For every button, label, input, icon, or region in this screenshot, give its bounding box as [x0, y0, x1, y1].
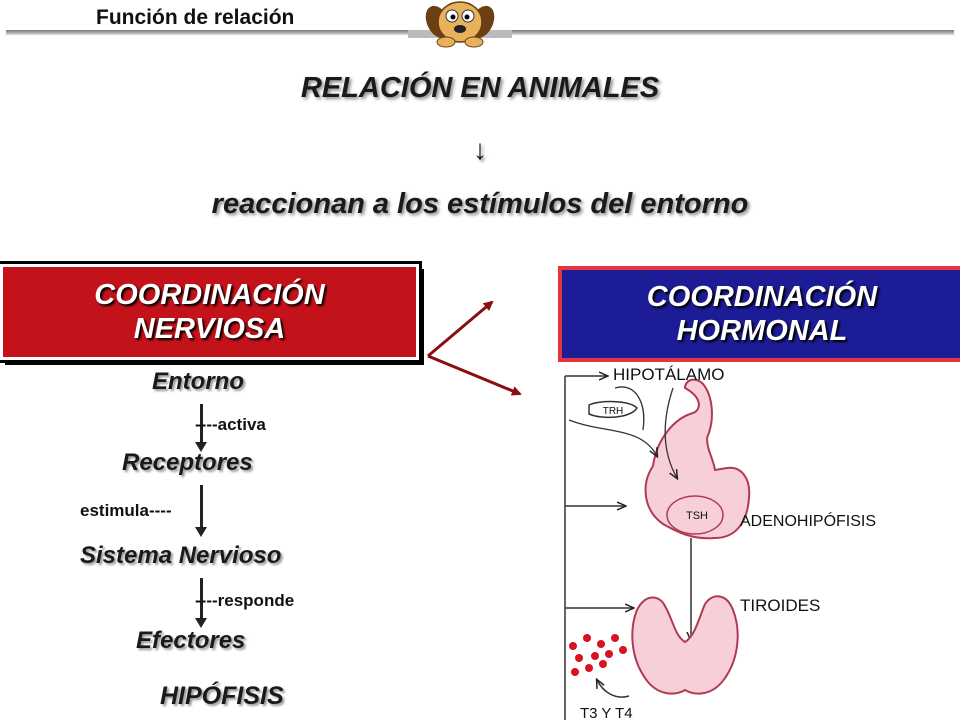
t3-t4-hormone-dots	[569, 634, 627, 676]
flow-step-sistema-nervioso: Sistema Nervioso	[80, 542, 282, 569]
dog-mascot-icon	[408, 0, 512, 48]
header-title: Función de relación	[96, 6, 295, 29]
flow-verb-estimula: estimula----	[80, 501, 172, 520]
main-title: RELACIÓN EN ANIMALES	[300, 72, 660, 104]
flow-verb-responde: ----responde	[195, 591, 295, 610]
label-tiroides: TIROIDES	[740, 596, 821, 615]
label-t3-t4: T3 Y T4	[580, 705, 633, 720]
flow-step-efectores: Efectores	[136, 627, 246, 654]
box-nerviosa-line1: COORDINACIÓN	[94, 279, 325, 311]
hipofisis-label: HIPÓFISIS	[160, 682, 284, 710]
box-hormonal-line2: HORMONAL	[676, 315, 848, 347]
flow-arrowhead-2	[195, 527, 207, 537]
hormonal-axis-diagram	[545, 358, 945, 720]
label-trh: TRH	[602, 406, 624, 417]
box-hormonal-line1: COORDINACIÓN	[646, 281, 878, 313]
flow-step-receptores: Receptores	[122, 449, 253, 476]
main-subtitle: reaccionan a los estímulos del entorno	[211, 188, 749, 220]
label-adenohipofisis: ADENOHIPÓFISIS	[740, 513, 877, 530]
coordinacion-hormonal-box	[558, 266, 960, 362]
flow-arrow-2	[200, 485, 203, 529]
label-tsh: TSH	[686, 510, 708, 522]
flow-step-entorno: Entorno	[152, 368, 244, 395]
box-nerviosa-line2: NERVIOSA	[133, 313, 286, 345]
coordinacion-nerviosa-box	[0, 264, 419, 360]
label-hipotalamo: HIPOTÁLAMO	[613, 365, 725, 384]
flow-verb-activa: ----activa	[195, 415, 266, 434]
down-arrow-icon: ↓	[473, 134, 487, 165]
connector-arrows-icon	[420, 290, 540, 410]
